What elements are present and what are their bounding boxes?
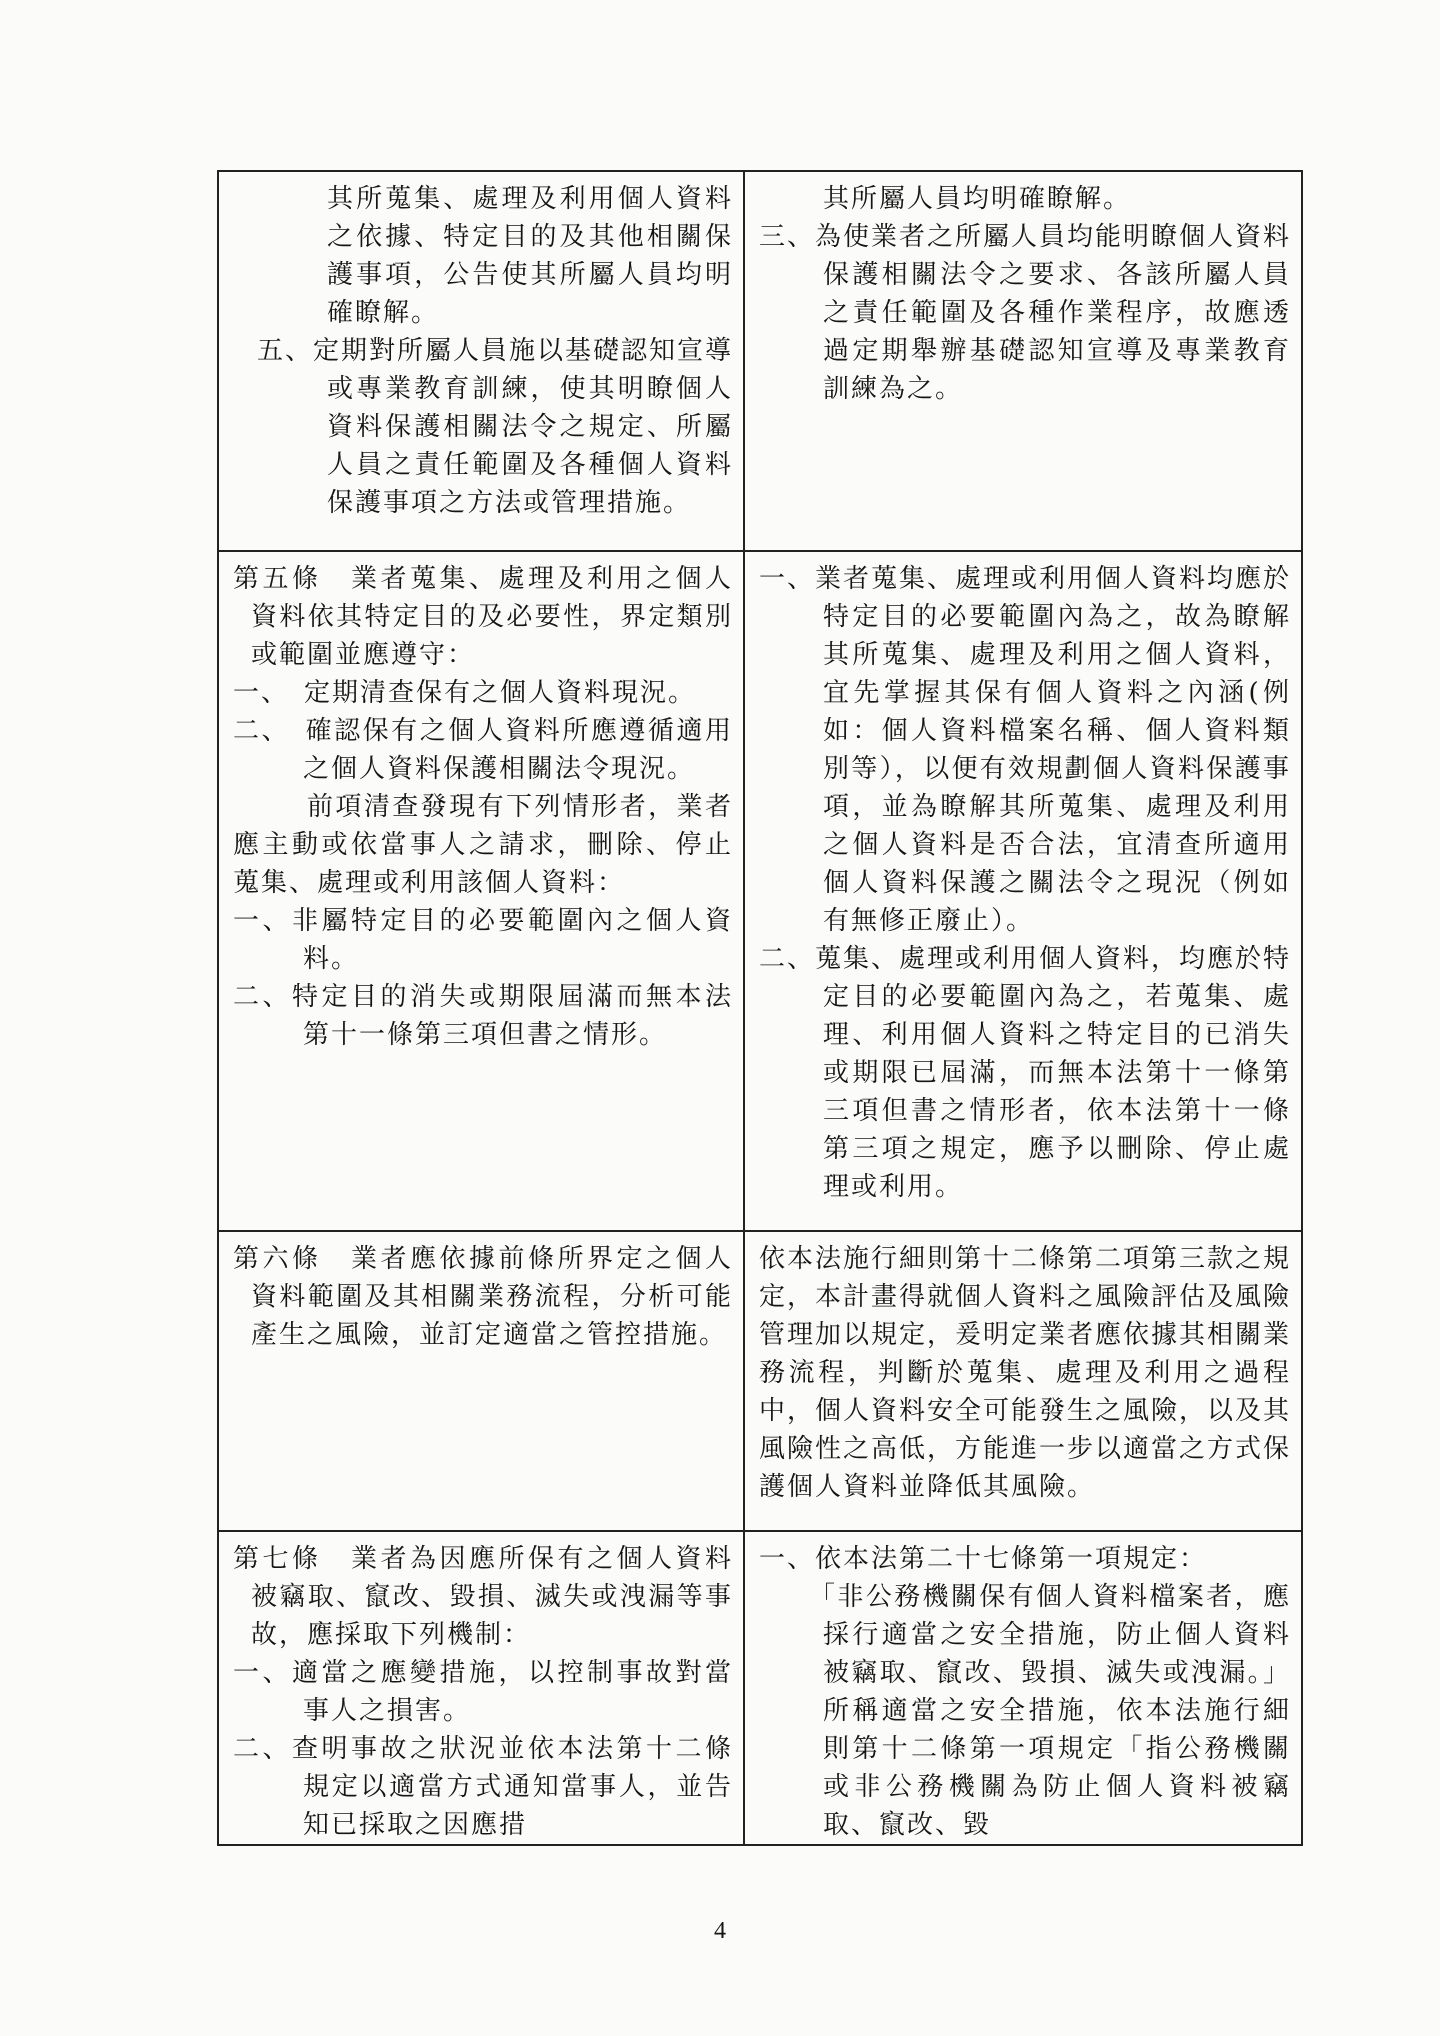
- provision-item: 一、非屬特定目的必要範圍內之個人資料。: [233, 906, 733, 974]
- explanation-item: 三、為使業者之所屬人員均能明瞭個人資料保護相關法令之要求、各該所屬人員之責任範圍及各種作業程序，故應透過定期舉辦基礎認知宣導及專業教育訓練為之。: [759, 222, 1292, 404]
- provision-item: 一、適當之應變措施，以控制事故對當事人之損害。: [233, 1658, 733, 1726]
- article-6-heading: 第六條 業者應依據前條所界定之個人資料範圍及其相關業務流程，分析可能產生之風險，並訂定適當之管控措施。: [233, 1244, 733, 1350]
- provision-cell: [218, 171, 744, 551]
- article-7-heading: 第七條 業者為因應所保有之個人資料被竊取、竄改、毀損、滅失或洩漏等事故，應採取下列機制：: [233, 1544, 733, 1650]
- table-row: [218, 171, 1302, 551]
- explanation-text: 依本法施行細則第十二條第二項第三款之規定，本計畫得就個人資料之風險評估及風險管理加以規定，爰明定業者應依據其相關業務流程，判斷於蒐集、處理及利用之過程中，個人資料安全可能發生之風險，以及其風險性之高低，方能進一步以適當之方式保護個人資料並降低其風險。: [759, 1244, 1292, 1502]
- table-row: [218, 1231, 1302, 1531]
- explanation-cell: [744, 171, 1302, 551]
- provision-text: 其所蒐集、處理及利用個人資料之依據、特定目的及其他相關保護事項，公告使其所屬人員均明確瞭解。: [327, 184, 733, 328]
- provision-item: 二、 確認保有之個人資料所應遵循適用之個人資料保護相關法令現況。: [233, 716, 733, 784]
- provision-paragraph: 前項清查發現有下列情形者，業者應主動或依當事人之請求，刪除、停止蒐集、處理或利用該個人資料：: [233, 792, 733, 898]
- page-number: 4: [714, 1918, 726, 1944]
- explanation-text: 其所屬人員均明確瞭解。: [823, 184, 1132, 214]
- provision-item: 二、查明事故之狀況並依本法第十二條規定以適當方式通知當事人，並告知已採取之因應措: [233, 1734, 733, 1840]
- provision-item: 一、 定期清查保有之個人資料現況。: [233, 678, 697, 708]
- comparison-table: [217, 170, 1303, 1846]
- article-5-heading: 第五條 業者蒐集、處理及利用之個人資料依其特定目的及必要性，界定類別或範圍並應遵守：: [233, 564, 733, 670]
- explanation-item: 一、業者蒐集、處理或利用個人資料均應於特定目的必要範圍內為之，故為瞭解其所蒐集、處理及利用之個人資料，宜先掌握其保有個人資料之內涵(例如：個人資料檔案名稱、個人資料類別等），以便有效規劃個人資料保護事項，並為瞭解其所蒐集、處理及利用之個人資料是否合法，宜清查所適用個人資料保護之關法令之現況（例如有無修正廢止）。: [759, 564, 1292, 936]
- provision-item: 五、定期對所屬人員施以基礎認知宣導或專業教育訓練，使其明瞭個人資料保護相關法令之規定、所屬人員之責任範圍及各種個人資料保護事項之方法或管理措施。: [257, 336, 734, 518]
- explanation-cell: [744, 551, 1302, 1231]
- provision-cell: [218, 1531, 744, 1845]
- table-row: [218, 551, 1302, 1231]
- explanation-quote: 「非公務機關保有個人資料檔案者，應採行適當之安全措施，防止個人資料被竊取、竄改、毀損、滅失或洩漏。」所稱適當之安全措施，依本法施行細則第十二條第一項規定「指公務機關或非公務機關為防止個人資料被竊取、竄改、毀: [809, 1582, 1291, 1840]
- table-row: [218, 1531, 1302, 1845]
- provision-item: 二、特定目的消失或期限屆滿而無本法第十一條第三項但書之情形。: [233, 982, 733, 1050]
- explanation-cell: [744, 1231, 1302, 1531]
- explanation-item: 二、蒐集、處理或利用個人資料，均應於特定目的必要範圍內為之，若蒐集、處理、利用個人資料之特定目的已消失或期限已屆滿，而無本法第十一條第三項但書之情形者，依本法第十一條第三項之規定，應予以刪除、停止處理或利用。: [759, 944, 1292, 1202]
- provision-cell: [218, 1231, 744, 1531]
- explanation-cell: [744, 1531, 1302, 1845]
- explanation-item: 一、依本法第二十七條第一項規定：: [759, 1544, 1208, 1574]
- provision-cell: [218, 551, 744, 1231]
